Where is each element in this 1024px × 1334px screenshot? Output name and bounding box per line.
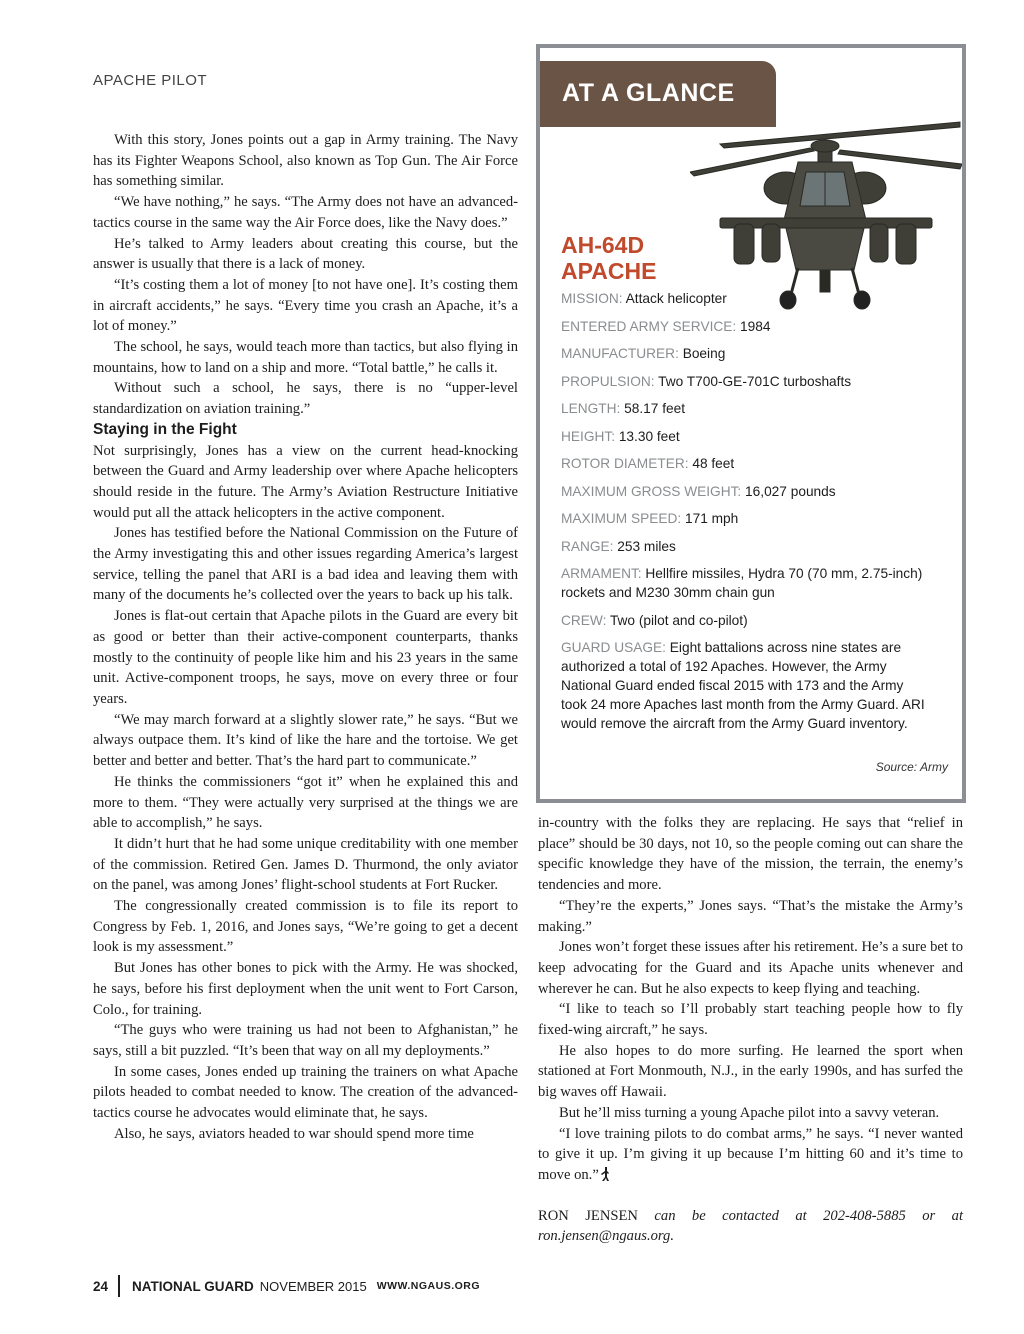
spec-value: Two T700-GE-701C turboshafts (658, 373, 852, 389)
spec-item (561, 611, 931, 630)
spec-label: LENGTH: (561, 401, 621, 416)
spec-value: Hellfire missiles, Hydra 70 (70 mm, 2.75-inch) rockets and M230 30mm chain gun (561, 566, 923, 600)
paragraph: Not surprisingly, Jones has a view on the current head-knocking between the Guard and Army leadership over where Apache helicopters should reside in the future. The Army’s Aviation Restructure Initiative would put all the attack helicopters in the active component. (93, 442, 518, 521)
spec-value: 48 feet (692, 456, 735, 471)
aircraft-name (561, 232, 656, 284)
paragraph: Jones won’t forget these issues after his retirement. He’s a sure bet to keep advocating for the Guard and its Apache units whenever and wherever he can. But he also expects to keep flying and teaching. (538, 939, 963, 997)
spec-value: 171 mph (684, 511, 739, 526)
spec-value: 16,027 pounds (745, 483, 836, 499)
paragraph: “We may march forward at a slightly slower rate,” he says. “But we always outpace them. It’s kind of like the hare and the tortoise. We get better and better and better. That’s the hard part to communicate.” (93, 711, 518, 770)
paragraph: With this story, Jones points out a gap in Army training. The Navy has its Fighter Weapons School, also known as Top Gun. The Air Force has something similar. (93, 132, 518, 190)
spec-label: MANUFACTURER: (561, 346, 679, 361)
spec-item (561, 564, 931, 602)
spec-item (561, 454, 931, 473)
end-of-story-icon (601, 1167, 610, 1181)
paragraph: It didn’t hurt that he had some unique creditability with one member of the commission. Retired Gen. James D. Thurmond, the only aviator on the panel, was among Jones’ flight-school students at Fort Rucker. (93, 835, 518, 894)
paragraph: “I like to teach so I’ll probably start teaching people how to fly fixed-wing aircraft,” he says. (538, 1001, 963, 1039)
aircraft-name-line2: APACHE (561, 258, 657, 284)
rotor-blade (720, 122, 960, 148)
left-paragraphs-b (93, 441, 518, 1145)
spec-item (561, 344, 931, 363)
magazine-name: NATIONAL GUARD (132, 1278, 254, 1294)
paragraph: He also hopes to do more surfing. He learned the sport when stationed at Fort Monmouth, N.J., in the early 1990s, and has surfed the big waves off Hawaii. (538, 1042, 963, 1101)
spec-value: Eight battalions across nine states are authorized a total of 192 Apaches. However, the Army National Guard ended fiscal 2015 with 173 and the Army took 24 more Apaches last month from the Army Guard. ARI would remove the aircraft from the Army Guard inventory. (561, 640, 925, 731)
spec-value: Attack helicopter (625, 291, 727, 306)
hellfire-rack-right (870, 224, 888, 262)
running-head: APACHE PILOT (93, 72, 208, 89)
spec-label: PROPULSION: (561, 373, 655, 389)
paragraph: “I love training pilots to do combat arms,” he says. “I never wanted to give it up. I’m giving it up because I’m hitting 60 and it’s time to move on.” (538, 1125, 963, 1183)
left-article-column (93, 130, 518, 1144)
spec-label: ENTERED ARMY SERVICE: (561, 318, 737, 334)
paragraph: “It’s costing them a lot of money [to not have one]. It’s costing them in aircraft accidents,” he says. “Every time you crash an Apache, it’s a lot of money.” (93, 276, 518, 335)
page-footer (93, 1275, 480, 1297)
left-paragraphs-a (93, 130, 518, 420)
glance-source: Source: Army (875, 760, 948, 774)
paragraph: Jones has testified before the National Commission on the Future of the Army investigating this and other issues regarding America’s largest service, telling the panel that ARI is a bad idea and leaving them with many of the documents he’s collected over the years to back up his talk. (93, 525, 518, 604)
paragraph: “We have nothing,” he says. “The Army does not have an advanced-tactics course in the same way the Air Force does, like the Navy does.” (93, 194, 518, 231)
spec-value: 13.30 feet (618, 428, 680, 444)
rotor-blade (838, 150, 962, 169)
spec-item (561, 317, 931, 336)
spec-value: 253 miles (617, 538, 676, 554)
paragraph: He’s talked to Army leaders about creating this course, but the answer is usually that there is a lack of money. (93, 235, 518, 273)
aircraft-name-line1: AH-64D (561, 232, 645, 258)
spec-label: CREW: (561, 612, 607, 628)
rotor-hub (811, 140, 839, 152)
spec-item (561, 427, 931, 446)
paragraph: “They’re the experts,” Jones says. “That’s the mistake the Army’s making.” (538, 897, 963, 935)
issue-date: NOVEMBER 2015 (259, 1278, 367, 1294)
hellfire-rack-left (762, 224, 780, 262)
spec-value: 58.17 feet (624, 401, 686, 416)
spec-value: Two (pilot and co-pilot) (609, 612, 748, 628)
paragraph: The school, he says, would teach more than tactics, but also flying in mountains, how to land on a ship and more. “Total battle,” he calls it. (93, 339, 518, 376)
glance-title: AT A GLANCE (562, 79, 735, 107)
spec-item (561, 537, 931, 556)
paragraph: “The guys who were training us had not been to Afghanistan,” he says, still a bit puzzled. “It’s been that way on all my deployments.” (93, 1022, 518, 1059)
paragraph: But Jones has other bones to pick with the Army. He was shocked, he says, before his first deployment when the unit went to Fort Carson, Colo., for training. (93, 960, 518, 1018)
glance-banner (540, 61, 776, 127)
spec-value: Boeing (682, 346, 726, 361)
paragraph: Also, he says, aviators headed to war should spend more time (114, 1125, 474, 1142)
right-paragraphs (538, 813, 963, 1186)
right-article-column (538, 813, 963, 1247)
paragraph: Without such a school, he says, there is no “upper-level standardization on aviation training.” (93, 380, 518, 418)
spec-label: MISSION: (561, 291, 623, 306)
spec-label: ROTOR DIAMETER: (561, 456, 689, 471)
spec-label: HEIGHT: (561, 428, 615, 444)
spec-label: ARMAMENT: (561, 566, 642, 581)
paragraph: He thinks the commissioners “got it” when he explained this and more to them. “They were actually very surprised at the things we are able to accomplish,” he says. (93, 773, 518, 832)
paragraph: The congressionally created commission is to file its report to Congress by Feb. 1, 2016, and Jones says, “We’re going to get a decent look is my assessment.” (93, 898, 518, 956)
section-subhead: Staying in the Fight (93, 420, 237, 438)
spec-list (561, 289, 931, 742)
paragraph: In some cases, Jones ended up training the trainers on what Apache pilots headed to combat needed to know. The creation of the advanced-tactics course he advocates would eliminate that, he says. (93, 1063, 518, 1122)
spec-label: RANGE: (561, 538, 614, 554)
website-link[interactable]: WWW.NGAUS.ORG (376, 1280, 481, 1292)
spec-item (561, 638, 931, 733)
spec-item (561, 509, 931, 528)
author-name: RON JENSEN (538, 1207, 638, 1224)
apache-helicopter-image (690, 120, 962, 310)
author-signature (538, 1206, 963, 1247)
page-number: 24 (93, 1278, 109, 1294)
spec-item (561, 482, 931, 501)
author-contact: can be contacted at 202-408-5885 or at ron.jensen@ngaus.org. (538, 1207, 964, 1245)
spec-item (561, 399, 931, 418)
rocket-pod-left-outer (734, 224, 754, 264)
paragraph: in-country with the folks they are replacing. He says that “relief in place” should be 30 days, not 10, so the people coming out can share the specific knowledge they have of the mission, the terrain, the enemy’s tendencies and more. (538, 815, 963, 894)
spec-label: GUARD USAGE: (561, 640, 666, 655)
spec-label: MAXIMUM GROSS WEIGHT: (561, 483, 742, 499)
spec-item (561, 289, 931, 308)
footer-divider (118, 1275, 120, 1297)
rocket-pod-right-outer (896, 224, 916, 264)
spec-item (561, 372, 931, 391)
spec-label: MAXIMUM SPEED: (561, 511, 682, 526)
at-a-glance-sidebar (536, 44, 966, 803)
paragraph: But he’ll miss turning a young Apache pilot into a savvy veteran. (559, 1104, 940, 1121)
spec-value: 1984 (740, 318, 771, 334)
paragraph: Jones is flat-out certain that Apache pilots in the Guard are every bit as good or better than their active-component counterparts, thanks mostly to the continuity of people like him and his 23 years in the same unit. Active-component troops, he says, move on every three or four years. (93, 608, 518, 707)
